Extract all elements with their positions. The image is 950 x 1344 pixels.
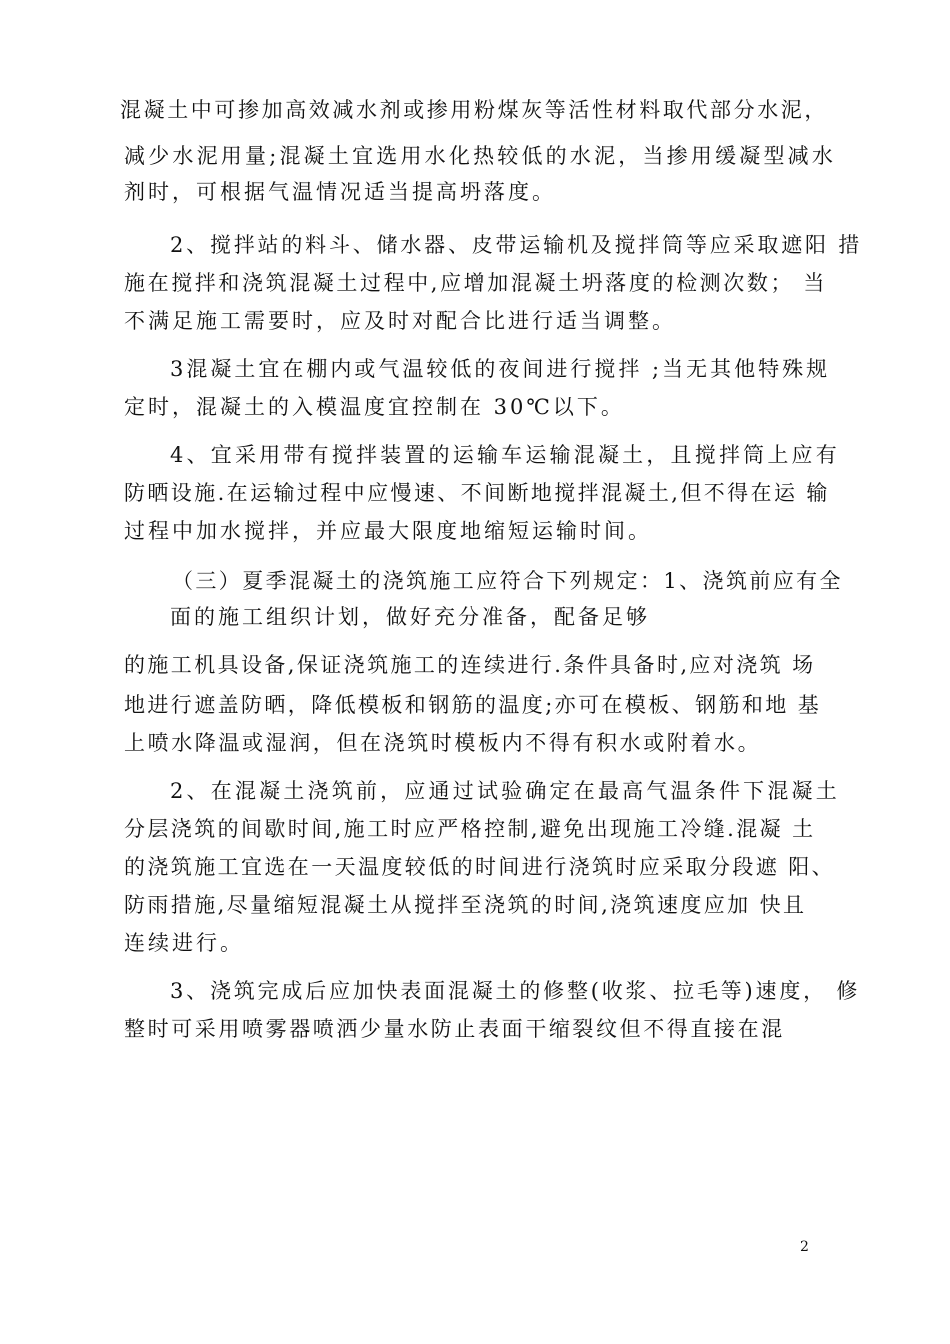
text-line: 过程中加水搅拌，并应最大限度地缩短运输时间。 <box>124 519 652 543</box>
text-line: 3混凝土宜在棚内或气温较低的夜间进行搅拌 ;当无其他特殊规 <box>170 357 831 381</box>
page-number: 2 <box>800 1239 809 1255</box>
text-line: 防雨措施,尽量缩短混凝土从搅拌至浇筑的时间,浇筑速度应加 快且 <box>124 893 807 917</box>
text-line: 的施工机具设备,保证浇筑施工的连续进行.条件具备时,应对浇筑 场 <box>124 653 816 677</box>
text-line: 防晒设施.在运输过程中应慢速、不间断地搅拌混凝土,但不得在运 输 <box>124 481 830 505</box>
text-line: （三）夏季混凝土的浇筑施工应符合下列规定：1、浇筑前应有全 <box>172 569 843 593</box>
text-line: 定时，混凝土的入模温度宜控制在 30℃以下。 <box>124 395 625 419</box>
text-line: 2、在混凝土浇筑前，应通过试验确定在最高气温条件下混凝土 <box>170 779 840 803</box>
text-line: 的浇筑施工宜选在一天温度较低的时间进行浇筑时应采取分段遮 阳、 <box>124 855 836 879</box>
text-line: 2、搅拌站的料斗、储水器、皮带运输机及搅拌筒等应采取遮阳 措 <box>170 233 863 257</box>
text-line: 上喷水降温或湿润，但在浇筑时模板内不得有积水或附着水。 <box>124 731 762 755</box>
text-line: 地进行遮盖防晒，降低模板和钢筋的温度;亦可在模板、钢筋和地 基 <box>124 693 822 717</box>
text-line: 面的施工组织计划，做好充分准备，配备足够 <box>170 605 650 629</box>
text-line: 连续进行。 <box>124 931 244 955</box>
text-line: 混凝土中可掺加高效减水剂或掺用粉煤灰等活性材料取代部分水泥， <box>120 98 828 122</box>
text-line: 剂时，可根据气温情况适当提高坍落度。 <box>124 180 556 204</box>
text-line: 分层浇筑的间歇时间,施工时应严格控制,避免出现施工冷缝.混凝 土 <box>124 817 816 841</box>
text-line: 整时可采用喷雾器喷洒少量水防止表面干缩裂纹但不得直接在混 <box>124 1017 785 1041</box>
text-line: 4、宜采用带有搅拌装置的运输车运输混凝土，且搅拌筒上应有 <box>170 443 840 467</box>
text-line: 减少水泥用量;混凝土宜选用水化热较低的水泥，当掺用缓凝型减水 <box>124 144 837 168</box>
text-line: 3、浇筑完成后应加快表面混凝土的修整(收浆、拉毛等)速度， 修 <box>170 979 861 1003</box>
text-line: 施在搅拌和浇筑混凝土过程中,应增加混凝土坍落度的检测次数； 当 <box>124 271 827 295</box>
text-line: 不满足施工需要时，应及时对配合比进行适当调整。 <box>124 309 676 333</box>
